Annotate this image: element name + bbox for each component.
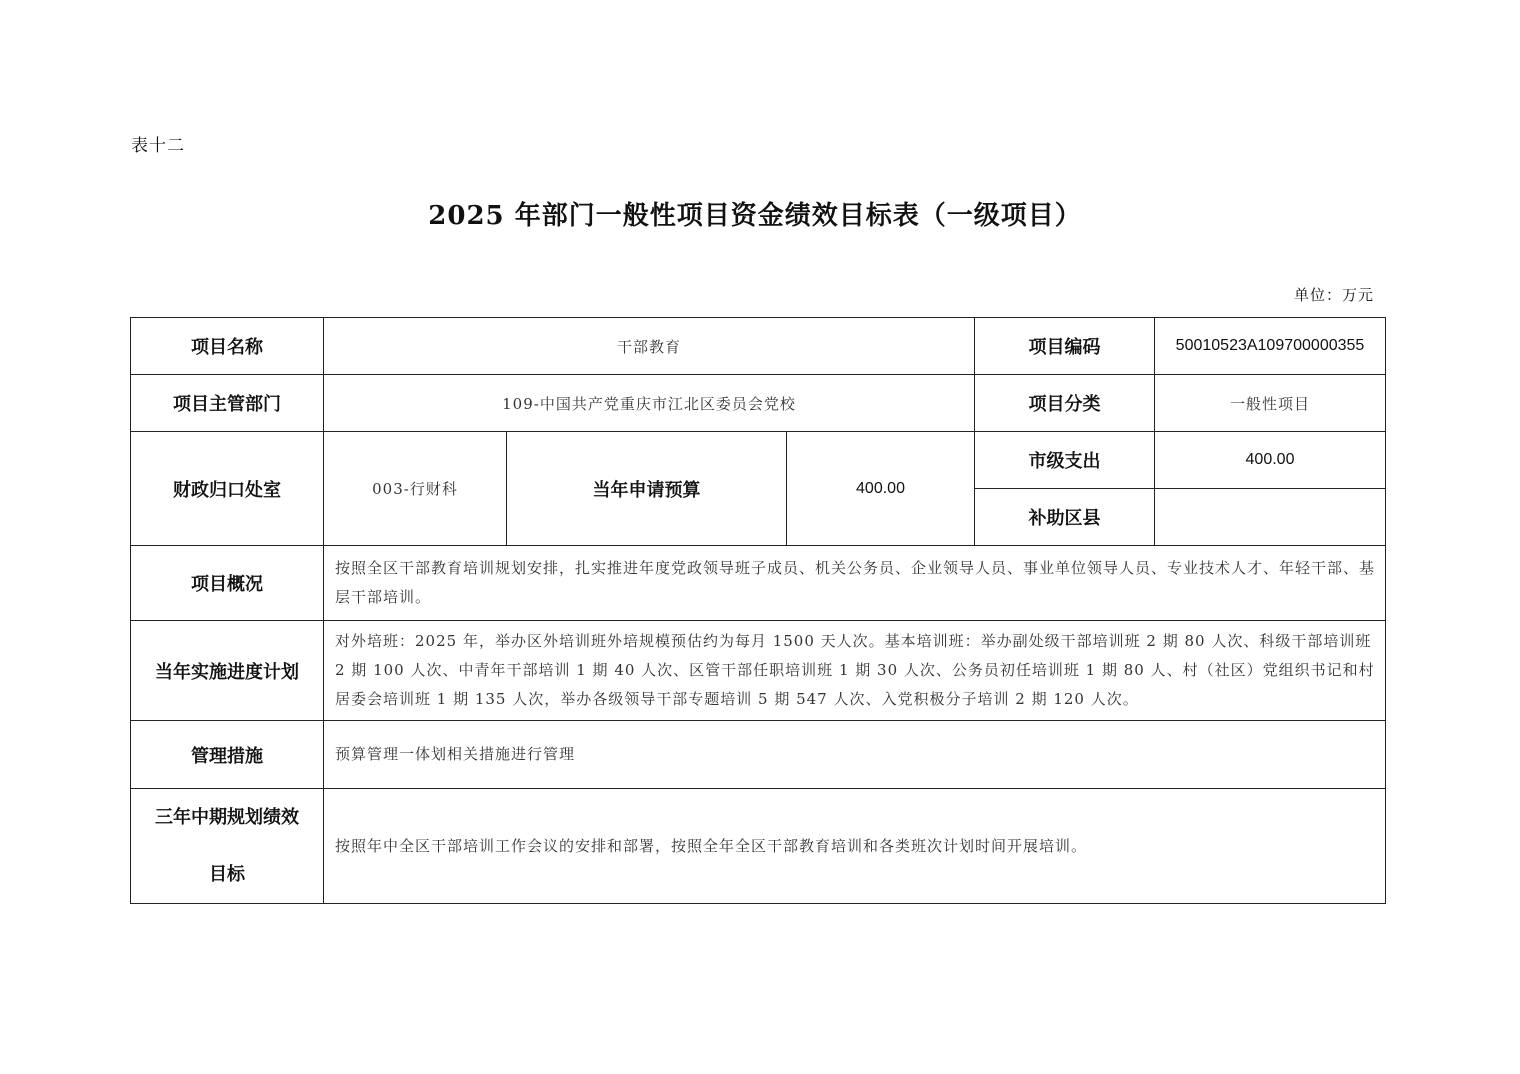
plan-value: 对外培班：2025 年，举办区外培训班外培规模预估约为每月 1500 天人次。基本培训班：举办副处级干部培训班 2 期 80 人次、科级干部培训班 2 期 100 人次、中青年干部培训 1 期 40 人次、区管干部任职培训班 1 期 30 人次、公务员初任培训班 1 期 80 人、村（社区）党组织书记和村居委会培训班 1 期 135 人次，举办各级领导干部专题培训 5 期 547 人次、入党积极分子培训 2 期 120 人次。	[324, 621, 1386, 721]
project-name-value: 干部教育	[324, 318, 975, 375]
table-row	[131, 318, 1386, 375]
district-subsidy-label: 补助区县	[975, 489, 1155, 546]
overview-label: 项目概况	[131, 546, 324, 621]
project-code-value: 50010523A109700000355	[1155, 318, 1386, 375]
table-row	[131, 375, 1386, 432]
category-label: 项目分类	[975, 375, 1155, 432]
budget-label: 当年申请预算	[507, 432, 787, 546]
dept-label: 项目主管部门	[131, 375, 324, 432]
mid-term-target-label-line1: 三年中期规划绩效	[155, 807, 299, 828]
finance-office-value: 003-行财科	[324, 432, 507, 546]
table-row	[131, 621, 1386, 721]
budget-value: 400.00	[787, 432, 975, 546]
performance-target-table	[130, 317, 1386, 904]
finance-office-label: 财政归口处室	[131, 432, 324, 546]
plan-label: 当年实施进度计划	[131, 621, 324, 721]
category-value: 一般性项目	[1155, 375, 1386, 432]
dept-value: 109-中国共产党重庆市江北区委员会党校	[324, 375, 975, 432]
document-title: 2025 年部门一般性项目资金绩效目标表（一级项目）	[428, 201, 1082, 231]
table-number-label: 表十二	[131, 136, 185, 156]
unit-label: 单位：万元	[1293, 286, 1374, 304]
project-name-label: 项目名称	[131, 318, 324, 375]
table-row	[131, 721, 1386, 789]
measures-value: 预算管理一体划相关措施进行管理	[324, 721, 1386, 789]
table-row	[131, 546, 1386, 621]
table-row	[131, 432, 1386, 489]
mid-term-target-value: 按照年中全区干部培训工作会议的安排和部署，按照全年全区干部教育培训和各类班次计划时间开展培训。	[324, 789, 1386, 904]
table-row	[131, 789, 1386, 904]
measures-label: 管理措施	[131, 721, 324, 789]
mid-term-target-label-line2: 目标	[209, 864, 245, 885]
mid-term-target-label	[131, 789, 324, 904]
project-code-label: 项目编码	[975, 318, 1155, 375]
city-expenditure-label: 市级支出	[975, 432, 1155, 489]
overview-value: 按照全区干部教育培训规划安排，扎实推进年度党政领导班子成员、机关公务员、企业领导人员、事业单位领导人员、专业技术人才、年轻干部、基层干部培训。	[324, 546, 1386, 621]
district-subsidy-value	[1155, 489, 1386, 546]
city-expenditure-value: 400.00	[1155, 432, 1386, 489]
